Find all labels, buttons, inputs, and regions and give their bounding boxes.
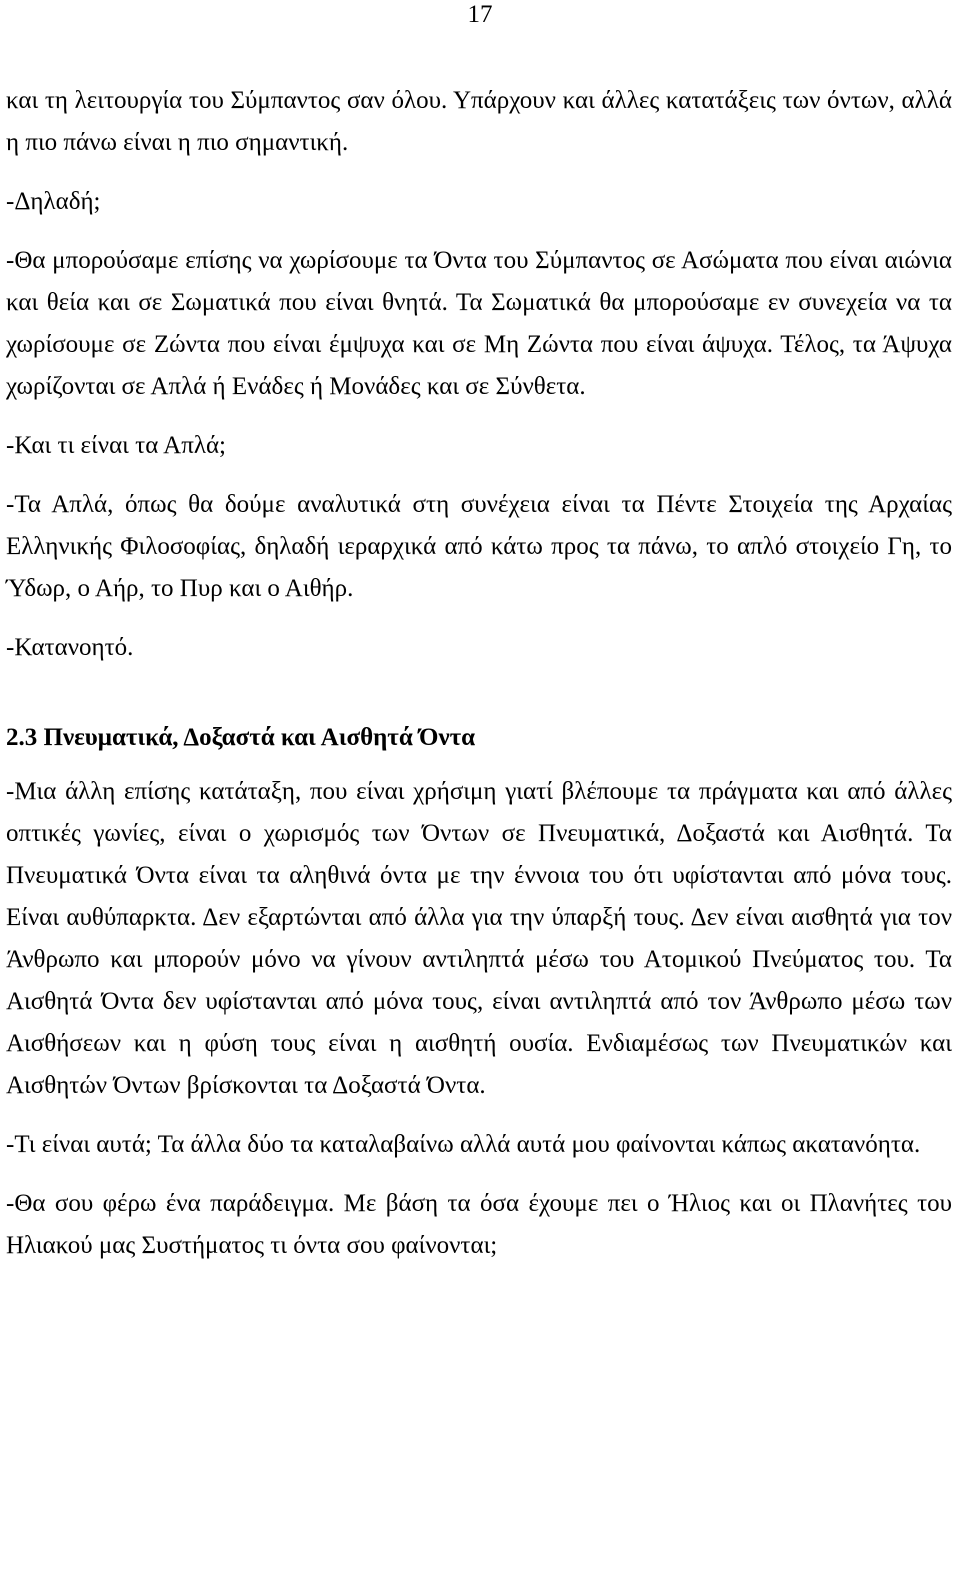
section-spacer	[6, 669, 952, 717]
paragraph: -Τι είναι αυτά; Τα άλλα δύο τα καταλαβαίνω αλλά αυτά μου φαίνονται κάπως ακατανόητα.	[6, 1131, 921, 1158]
paragraph: -Κατανοητό.	[6, 634, 134, 661]
page-body	[6, 80, 952, 1267]
paragraph: -Θα μπορούσαμε επίσης να χωρίσουμε τα Όντα του Σύμπαντος σε Ασώματα που είναι αιώνια και θεία και σε Σωματικά που είναι θνητά. Τα Σωματικά θα μπορούσαμε εν συνεχεία να τα χωρίσουμε σε Ζώντα που είναι έμψυχα και σε Μη Ζώντα που είναι άψυχα. Τέλος, τα Άψυχα χωρίζονται σε Απλά ή Ενάδες ή Μονάδες και σε Σύνθετα.	[6, 247, 952, 400]
page-number: 17	[467, 1, 493, 28]
paragraph: -Τα Απλά, όπως θα δούμε αναλυτικά στη συνέχεια είναι τα Πέντε Στοιχεία της Αρχαίας Ελληνικής Φιλοσοφίας, δηλαδή ιεραρχικά από κάτω προς τα πάνω, το απλό στοιχείο Γη, το Ύδωρ, ο Αήρ, το Πυρ και ο Αιθήρ.	[6, 491, 952, 602]
paragraph: -Μια άλλη επίσης κατάταξη, που είναι χρήσιμη γιατί βλέπουμε τα πράγματα και από άλλες οπτικές γωνίες, είναι ο χωρισμός των Όντων σε Πνευματικά, Δοξαστά και Αισθητά. Τα Πνευματικά Όντα είναι τα αληθινά όντα με την έννοια του ότι υφίστανται από μόνα τους. Είναι αυθύπαρκτα. Δεν εξαρτώνται από άλλα για την ύπαρξή τους. Δεν είναι αισθητά για τον Άνθρωπο και μπορούν μόνο να γίνουν αντιληπτά μέσω του Ατομικού Πνεύματος του. Τα Αισθητά Όντα δεν υφίστανται από μόνα τους, είναι αντιληπτά από τον Άνθρωπο μέσω των Αισθήσεων και η φύση τους είναι η αισθητή ουσία. Ενδιαμέσως των Πνευματικών και Αισθητών Όντων βρίσκονται τα Δοξαστά Όντα.	[6, 778, 952, 1099]
paragraph: και τη λειτουργία του Σύμπαντος σαν όλου. Υπάρχουν και άλλες κατατάξεις των όντων, αλλά η πιο πάνω είναι η πιο σημαντική.	[6, 87, 952, 156]
paragraph: -Και τι είναι τα Απλά;	[6, 432, 227, 459]
section-heading: 2.3 Πνευματικά, Δοξαστά και Αισθητά Όντα	[6, 724, 476, 751]
paragraph: -Δηλαδή;	[6, 188, 101, 215]
paragraph: -Θα σου φέρω ένα παράδειγμα. Με βάση τα όσα έχουμε πει ο Ήλιος και οι Πλανήτες του Ηλιακού μας Συστήματος τι όντα σου φαίνονται;	[6, 1190, 952, 1259]
